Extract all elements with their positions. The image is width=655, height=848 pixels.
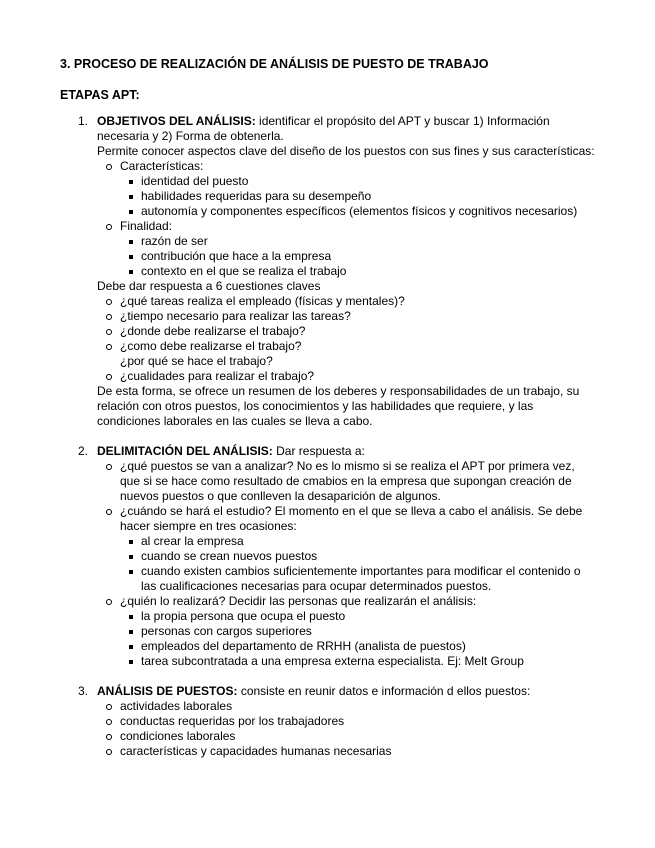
square-bullet-icon xyxy=(128,654,141,669)
list-item xyxy=(97,309,595,324)
list-item-text: ¿cualidades para realizar el trabajo? xyxy=(120,369,315,383)
list-item xyxy=(97,264,595,279)
section-term: OBJETIVOS DEL ANÁLISIS: xyxy=(97,114,256,128)
list-item xyxy=(97,369,595,384)
list-item-text: empleados del departamento de RRHH (analista de puestos) xyxy=(141,639,466,653)
circle-bullet-icon xyxy=(105,504,120,534)
section-term: ANÁLISIS DE PUESTOS: xyxy=(97,684,238,698)
square-bullet-icon xyxy=(128,264,141,279)
section-lead xyxy=(97,114,595,144)
list-item xyxy=(97,339,595,369)
list-item xyxy=(97,609,595,624)
square-bullet-icon xyxy=(128,549,141,564)
list-item-text: ¿qué tareas realiza el empleado (físicas y mentales)? xyxy=(120,294,405,308)
list-item xyxy=(97,654,595,669)
circle-bullet-icon xyxy=(105,594,120,609)
circle-bullet-icon xyxy=(105,339,120,369)
circle-bullet-icon xyxy=(105,699,120,714)
square-bullet-icon xyxy=(128,204,141,219)
list-item xyxy=(97,534,595,549)
list-item-text: Características: xyxy=(120,159,204,173)
list-item-text: Finalidad: xyxy=(120,219,173,233)
section-intro: consiste en reunir datos e información d ellos puestos: xyxy=(240,684,531,698)
list-item-text: identidad del puesto xyxy=(141,174,249,188)
section-number: 3. xyxy=(78,684,89,698)
list-item xyxy=(97,189,595,204)
paragraph-design: Permite conocer aspectos clave del diseño de los puestos con sus fines y sus características: xyxy=(97,144,595,158)
list-item xyxy=(97,459,595,504)
list-item-text: condiciones laborales xyxy=(120,729,236,743)
list-item-text: la propia persona que ocupa el puesto xyxy=(141,609,346,623)
list-item xyxy=(97,699,595,714)
list-item xyxy=(97,249,595,264)
document-subtitle: ETAPAS APT: xyxy=(60,88,140,102)
list-item xyxy=(97,204,595,219)
circle-bullet-icon xyxy=(105,159,120,174)
list-item-text: ¿tiempo necesario para realizar las tareas? xyxy=(120,309,351,323)
square-bullet-icon xyxy=(128,564,141,594)
circle-bullet-icon xyxy=(105,294,120,309)
list-item-continuation: ¿por qué se hace el trabajo? xyxy=(120,354,273,368)
circle-bullet-icon xyxy=(105,459,120,504)
list-item xyxy=(97,219,595,234)
circle-bullet-icon xyxy=(105,219,120,234)
list-item-text: conductas requeridas por los trabajadores xyxy=(120,714,345,728)
list-item xyxy=(97,174,595,189)
section-content xyxy=(97,114,595,429)
square-bullet-icon xyxy=(128,174,141,189)
list-item xyxy=(97,549,595,564)
section-lead xyxy=(97,444,595,459)
circle-bullet-icon xyxy=(105,729,120,744)
list-item xyxy=(97,234,595,249)
square-bullet-icon xyxy=(128,189,141,204)
list-item-text: personas con cargos superiores xyxy=(141,624,312,638)
section-intro: Dar respuesta a: xyxy=(276,444,365,458)
square-bullet-icon xyxy=(128,534,141,549)
list-item xyxy=(97,324,595,339)
square-bullet-icon xyxy=(128,624,141,639)
list-item xyxy=(97,744,595,759)
list-item-text: ¿quién lo realizará? Decidir las personas que realizarán el análisis: xyxy=(120,594,477,608)
section-objetivos xyxy=(60,114,595,429)
document-title: 3. PROCESO DE REALIZACIÓN DE ANÁLISIS DE PUESTO DE TRABAJO xyxy=(60,57,489,71)
list-item-text: tarea subcontratada a una empresa externa especialista. Ej: Melt Group xyxy=(141,654,524,668)
list-item-text: ¿donde debe realizarse el trabajo? xyxy=(120,324,306,338)
list-item-text: habilidades requeridas para su desempeño xyxy=(141,189,372,203)
list-item-text xyxy=(120,339,595,369)
list-item-text: cuando se crean nuevos puestos xyxy=(141,549,318,563)
section-content xyxy=(97,444,595,669)
list-item-text: razón de ser xyxy=(141,234,208,248)
circle-bullet-icon xyxy=(105,744,120,759)
circle-bullet-icon xyxy=(105,309,120,324)
list-item-text: actividades laborales xyxy=(120,699,233,713)
circle-bullet-icon xyxy=(105,324,120,339)
list-item xyxy=(97,564,595,594)
list-item-text: características y capacidades humanas necesarias xyxy=(120,744,392,758)
circle-bullet-icon xyxy=(105,369,120,384)
list-item-text: contexto en el que se realiza el trabajo xyxy=(141,264,347,278)
list-item xyxy=(97,294,595,309)
list-item xyxy=(97,729,595,744)
list-item xyxy=(97,624,595,639)
section-number: 2. xyxy=(78,444,89,458)
list-item xyxy=(97,594,595,609)
square-bullet-icon xyxy=(128,249,141,264)
list-item xyxy=(97,504,595,534)
list-item-text: ¿cuándo se hará el estudio? El momento en el que se lleva a cabo el análisis. Se debe hacer siempre en tres ocasiones: xyxy=(120,504,583,533)
square-bullet-icon xyxy=(128,639,141,654)
section-intro: identificar el propósito del APT y buscar 1) Información necesaria y 2) Forma de obtenerla. xyxy=(97,114,550,143)
list-item xyxy=(97,639,595,654)
paragraph-summary: De esta forma, se ofrece un resumen de los deberes y responsabilidades de un trabajo, su relación con otros puestos, los conocimientos y las habilidades que requiere, y las condiciones laborales en las cuales se lleva a cabo. xyxy=(97,384,580,428)
paragraph-questions-intro: Debe dar respuesta a 6 cuestiones claves xyxy=(97,279,321,293)
section-delimitacion xyxy=(60,444,595,669)
list-item-text: al crear la empresa xyxy=(141,534,244,548)
section-lead xyxy=(97,684,595,699)
square-bullet-icon xyxy=(128,609,141,624)
section-term: DELIMITACIÓN DEL ANÁLISIS: xyxy=(97,444,273,458)
list-item xyxy=(97,159,595,174)
list-item-line: ¿como debe realizarse el trabajo? xyxy=(120,339,302,353)
section-content xyxy=(97,684,595,759)
section-number: 1. xyxy=(78,114,89,128)
list-item-text: contribución que hace a la empresa xyxy=(141,249,332,263)
list-item-text: autonomía y componentes específicos (elementos físicos y cognitivos necesarios) xyxy=(141,204,578,218)
square-bullet-icon xyxy=(128,234,141,249)
list-item-text: cuando existen cambios suficientemente importantes para modificar el contenido o las cualificaciones necesarias para ocupar determinados puestos. xyxy=(141,564,581,593)
list-item xyxy=(97,714,595,729)
section-analisis-puestos xyxy=(60,684,595,759)
list-item-text: ¿qué puestos se van a analizar? No es lo mismo si se realiza el APT por primera vez, que si se hace como resultado de cmabios en la empresa que supongan creación de nuevos puestos o que conlleven la desaparición de algunos. xyxy=(120,459,575,503)
circle-bullet-icon xyxy=(105,714,120,729)
